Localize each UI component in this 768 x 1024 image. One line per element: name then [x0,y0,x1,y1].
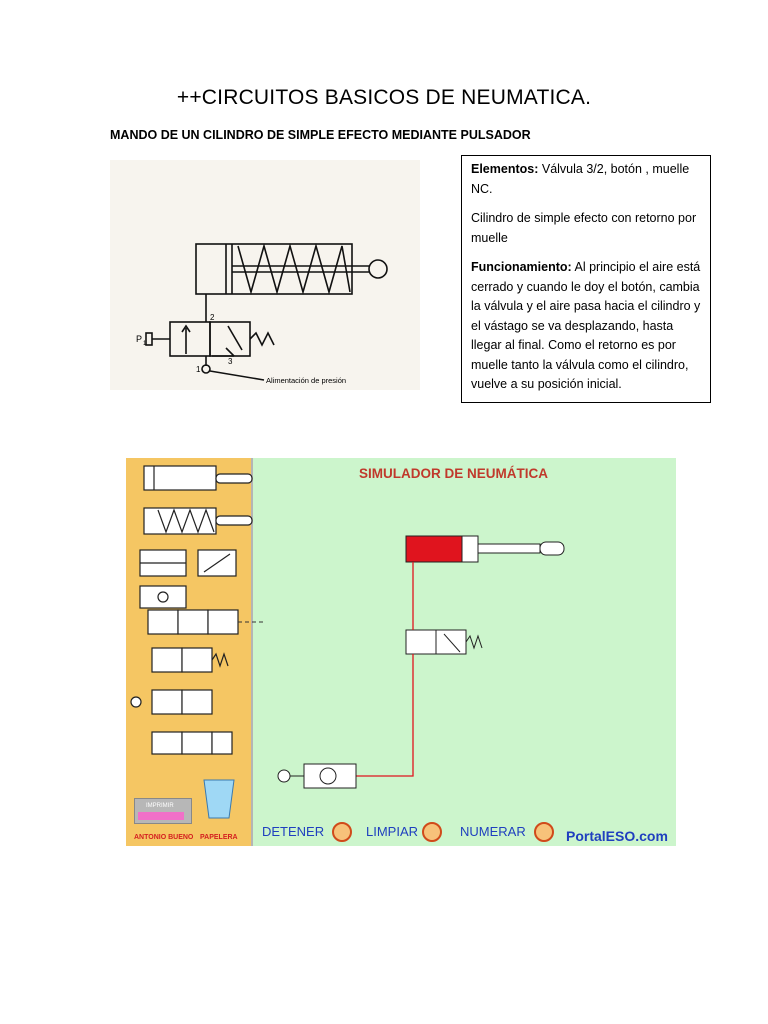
cylinder-rod [478,544,540,553]
port-3-label: 3 [228,357,233,366]
operation-paragraph [471,258,701,395]
number-label: NUMERAR [460,824,526,839]
p1-subscript: 1 [143,341,147,347]
elements-paragraph [471,160,701,199]
pressure-source-icon [278,770,290,782]
pneumatics-simulator [126,458,676,846]
schematic-drawing [110,160,420,390]
trash-label: PAPELERA [200,834,238,841]
stop-label: DETENER [262,824,325,839]
page-title: ++CIRCUITOS BASICOS DE NEUMATICA. [176,86,592,109]
elements-label: Elementos: [471,162,539,176]
author-credit: ANTONIO BUENO [134,834,194,841]
section-heading: MANDO DE UN CILINDRO DE SIMPLE EFECTO MEDIANTE PULSADOR [110,128,531,142]
air-line-lower [356,654,413,776]
operation-text: Al principio el aire está cerrado y cuando le doy el botón, cambia la válvula y el aire pasa hacia el cilindro y el vástago se va desplazando, hasta llegar al final. Como el retorno es por muelle tanto la válvula como el cilindro, vuelve a su posición inicial. [471,260,701,391]
clear-label: LIMPIAR [366,824,419,839]
supply-label: Alimentación de presión [266,376,347,385]
sim-valve-3-2 [406,630,436,654]
cylinder-paragraph: Cilindro de simple efecto con retorno por muelle [471,211,697,245]
clear-button[interactable] [422,822,442,842]
number-button[interactable] [534,822,554,842]
simulator-title: SIMULADOR DE NEUMÁTICA [359,466,548,481]
p1-label: P [136,334,143,344]
description-box [461,155,711,403]
simulation-canvas [126,458,676,846]
operation-label: Funcionamiento: [471,260,572,274]
stop-button[interactable] [332,822,352,842]
port-2-label: 2 [210,313,215,322]
print-label: IMPRIMIR [146,803,174,809]
portal-logo: PortalESO.com [566,828,668,844]
elements-text: Válvula 3/2, botón , muelle NC. [471,162,690,196]
port-1-label: 1 [196,365,201,374]
circuit-schematic [110,160,420,390]
